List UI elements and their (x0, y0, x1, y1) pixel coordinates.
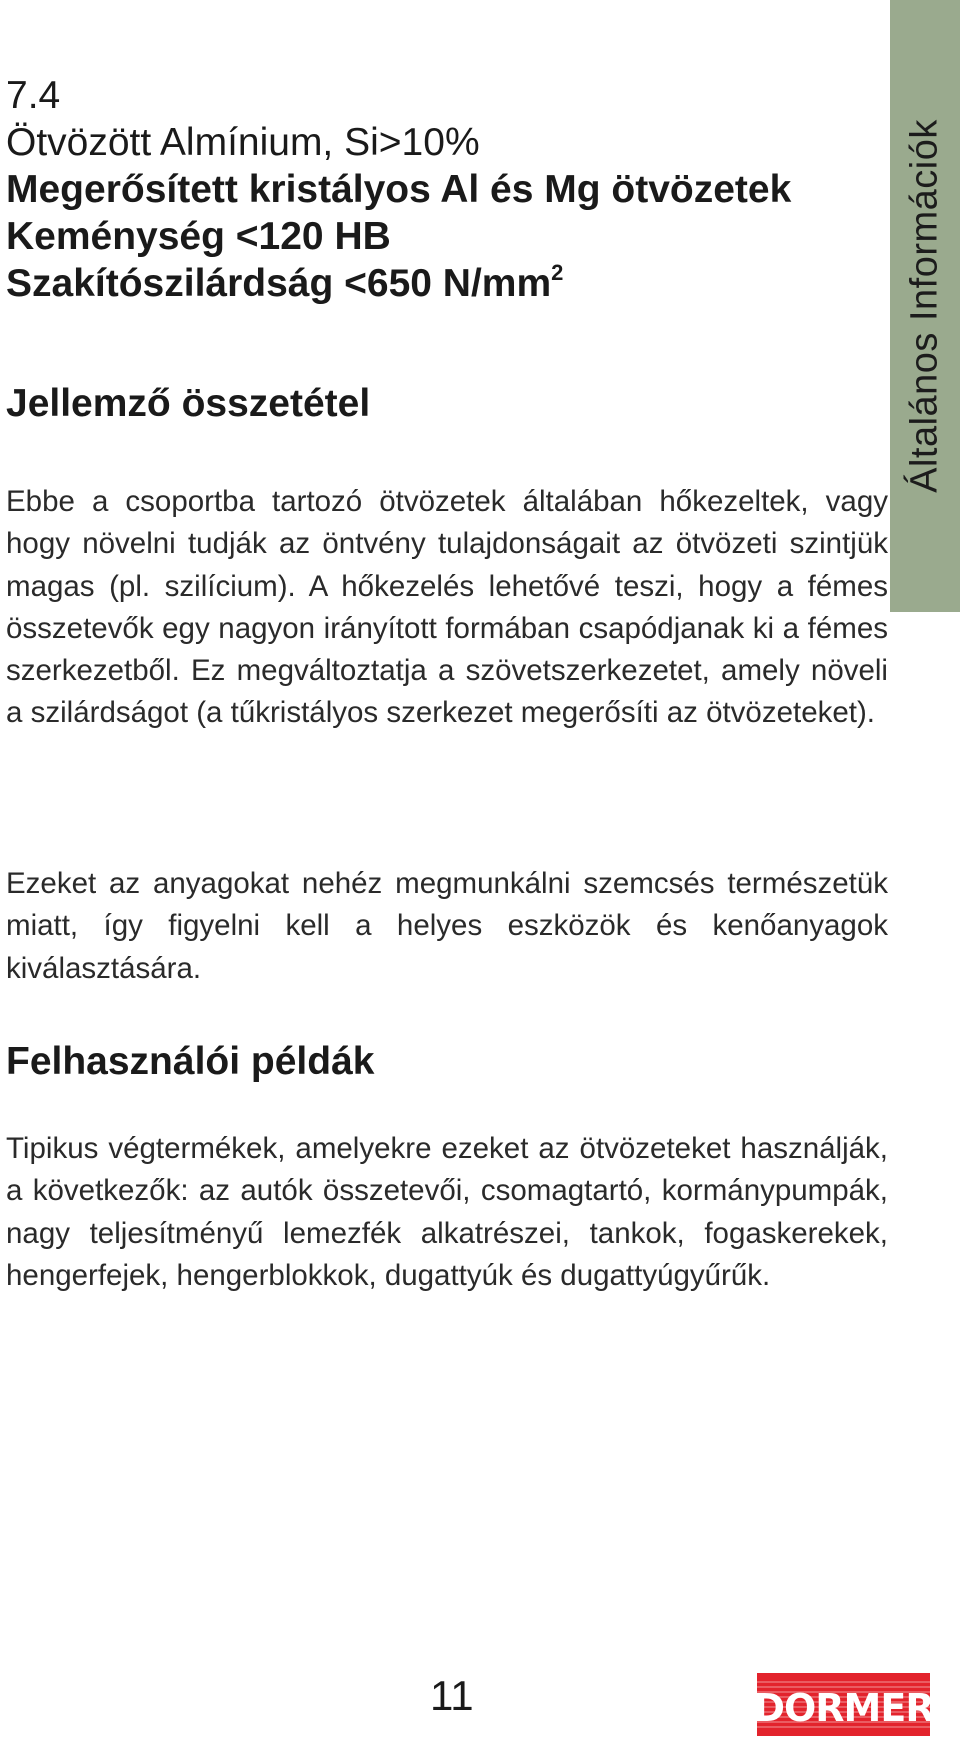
tensile-spec-text: Szakítószilárdság <650 N/mm (6, 262, 552, 305)
hardness-spec: Keménység <120 HB (6, 215, 391, 258)
page-number: 11 (430, 1672, 474, 1719)
document-header (6, 72, 886, 307)
material-title: Ötvözött Almínium, Si>10% (6, 121, 480, 164)
svg-text:DORMER: DORMER (757, 1686, 930, 1730)
side-tab-label: Általános Információk (903, 119, 946, 493)
examples-heading: Felhasználói példák (6, 1040, 375, 1083)
composition-paragraph-1: Ebbe a csoportba tartozó ötvözetek általában hőkezeltek, vagy hogy növelni tudják az öntvény tulajdonságait az ötvözeti szintjük magas (pl. szilícium). A hőkezelés lehetővé teszi, hogy a fémes összetevők egy nagyon irányított formában csapódjanak ki a fémes szerkezetből. Ez megváltoztatja a szövetszerkezetet, amely növeli a szilárdságot (a tűkristályos szerkezet megerősíti az ötvözeteket). (6, 485, 888, 730)
examples-paragraph: Tipikus végtermékek, amelyekre ezeket az ötvözeteket használják, a következők: az autók összetevői, csomagtartó, kormánypumpák, nagy teljesítményű lemezfék alkatrészei, tankok, fogaskerekek, hengerfejek, hengerblokkok, dugattyúk és dugattyúgyűrűk. (6, 1132, 888, 1292)
dormer-logo (757, 1673, 930, 1736)
section-number: 7.4 (6, 74, 61, 117)
composition-heading: Jellemző összetétel (6, 382, 371, 425)
material-subtitle: Megerősített kristályos Al és Mg ötvözetek (6, 168, 792, 211)
composition-paragraph-2: Ezeket az anyagokat nehéz megmunkálni szemcsés természetük miatt, így figyelni kell a helyes eszközök és kenőanyagok kiválasztására. (6, 867, 888, 985)
tensile-spec (6, 260, 886, 307)
side-tab (890, 0, 960, 612)
tensile-spec-superscript: 2 (551, 260, 564, 285)
